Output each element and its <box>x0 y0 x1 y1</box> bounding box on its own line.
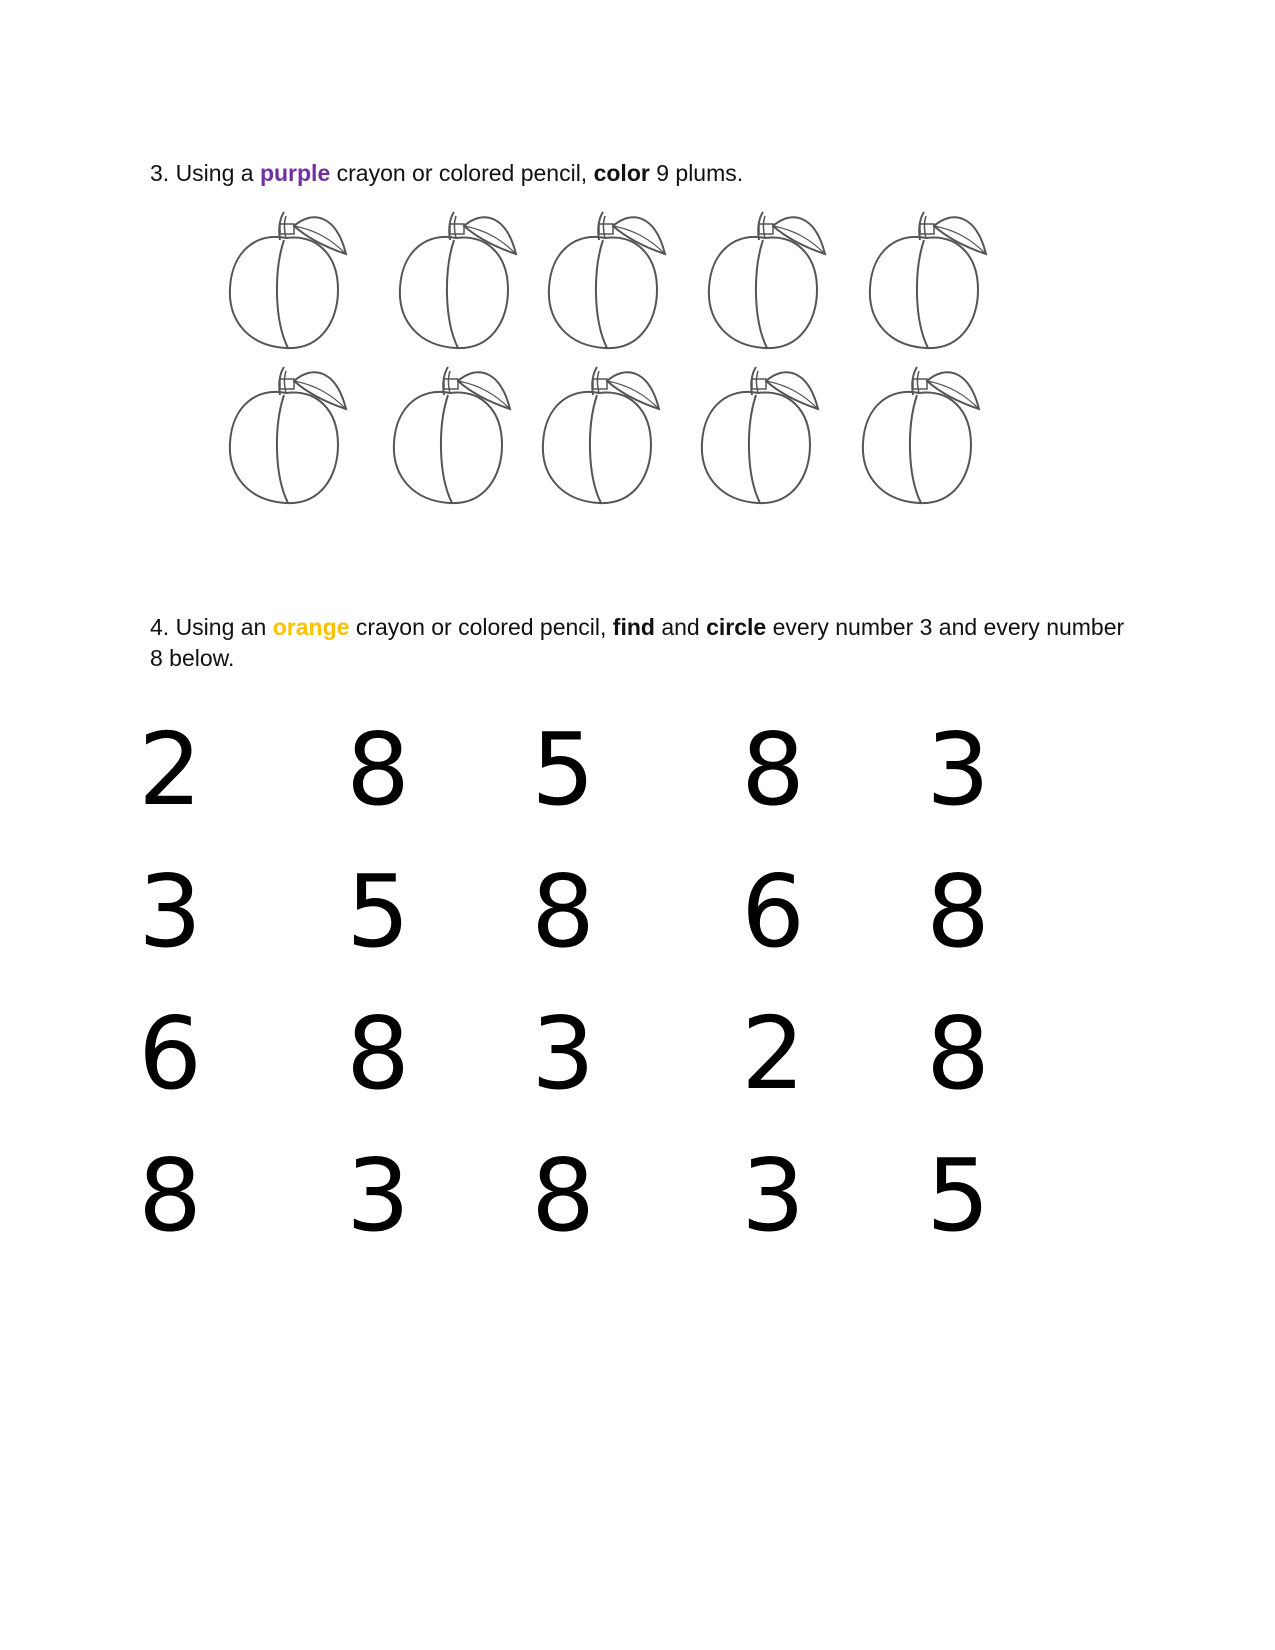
plum-icon[interactable] <box>707 210 835 358</box>
number-cell[interactable]: 8 <box>926 995 990 1112</box>
number-cell[interactable]: 3 <box>138 853 202 970</box>
q3-verb: color <box>593 160 650 186</box>
question-4-instruction <box>150 612 1140 674</box>
plum-icon[interactable] <box>228 210 356 358</box>
plum-icon[interactable] <box>868 210 996 358</box>
q4-prefix: 4. Using an <box>150 614 273 640</box>
number-cell[interactable]: 8 <box>531 853 595 970</box>
number-cell[interactable]: 5 <box>926 1137 990 1254</box>
number-cell[interactable]: 8 <box>346 995 410 1112</box>
q4-middle: crayon or colored pencil, <box>349 614 613 640</box>
number-cell[interactable]: 6 <box>741 853 805 970</box>
number-cell[interactable]: 6 <box>138 995 202 1112</box>
number-cell[interactable]: 3 <box>346 1137 410 1254</box>
q3-prefix: 3. Using a <box>150 160 260 186</box>
plum-icon[interactable] <box>392 365 520 513</box>
number-cell[interactable]: 3 <box>531 995 595 1112</box>
question-3-instruction <box>150 158 743 189</box>
q4-verb-circle: circle <box>706 614 767 640</box>
plum-icon[interactable] <box>547 210 675 358</box>
number-cell[interactable]: 2 <box>741 995 805 1112</box>
number-cell[interactable]: 5 <box>346 853 410 970</box>
number-cell[interactable]: 3 <box>926 711 990 828</box>
plum-icon[interactable] <box>228 365 356 513</box>
q4-color-word: orange <box>272 614 350 640</box>
q4-and: and <box>654 614 707 640</box>
q3-suffix: 9 plums. <box>649 160 744 186</box>
number-cell[interactable]: 8 <box>138 1137 202 1254</box>
q3-color-word: purple <box>259 160 331 186</box>
number-cell[interactable]: 3 <box>741 1137 805 1254</box>
plum-icon[interactable] <box>398 210 526 358</box>
plum-icon[interactable] <box>861 365 989 513</box>
q3-middle: crayon or colored pencil, <box>330 160 594 186</box>
plum-icon[interactable] <box>700 365 828 513</box>
number-cell[interactable]: 8 <box>926 853 990 970</box>
number-cell[interactable]: 8 <box>741 711 805 828</box>
plum-icon[interactable] <box>541 365 669 513</box>
number-cell[interactable]: 2 <box>138 711 202 828</box>
number-cell[interactable]: 8 <box>346 711 410 828</box>
q4-suffix: every number 3 and every number 8 below. <box>150 614 1125 671</box>
number-cell[interactable]: 8 <box>531 1137 595 1254</box>
number-cell[interactable]: 5 <box>531 711 595 828</box>
q4-verb-find: find <box>612 614 655 640</box>
